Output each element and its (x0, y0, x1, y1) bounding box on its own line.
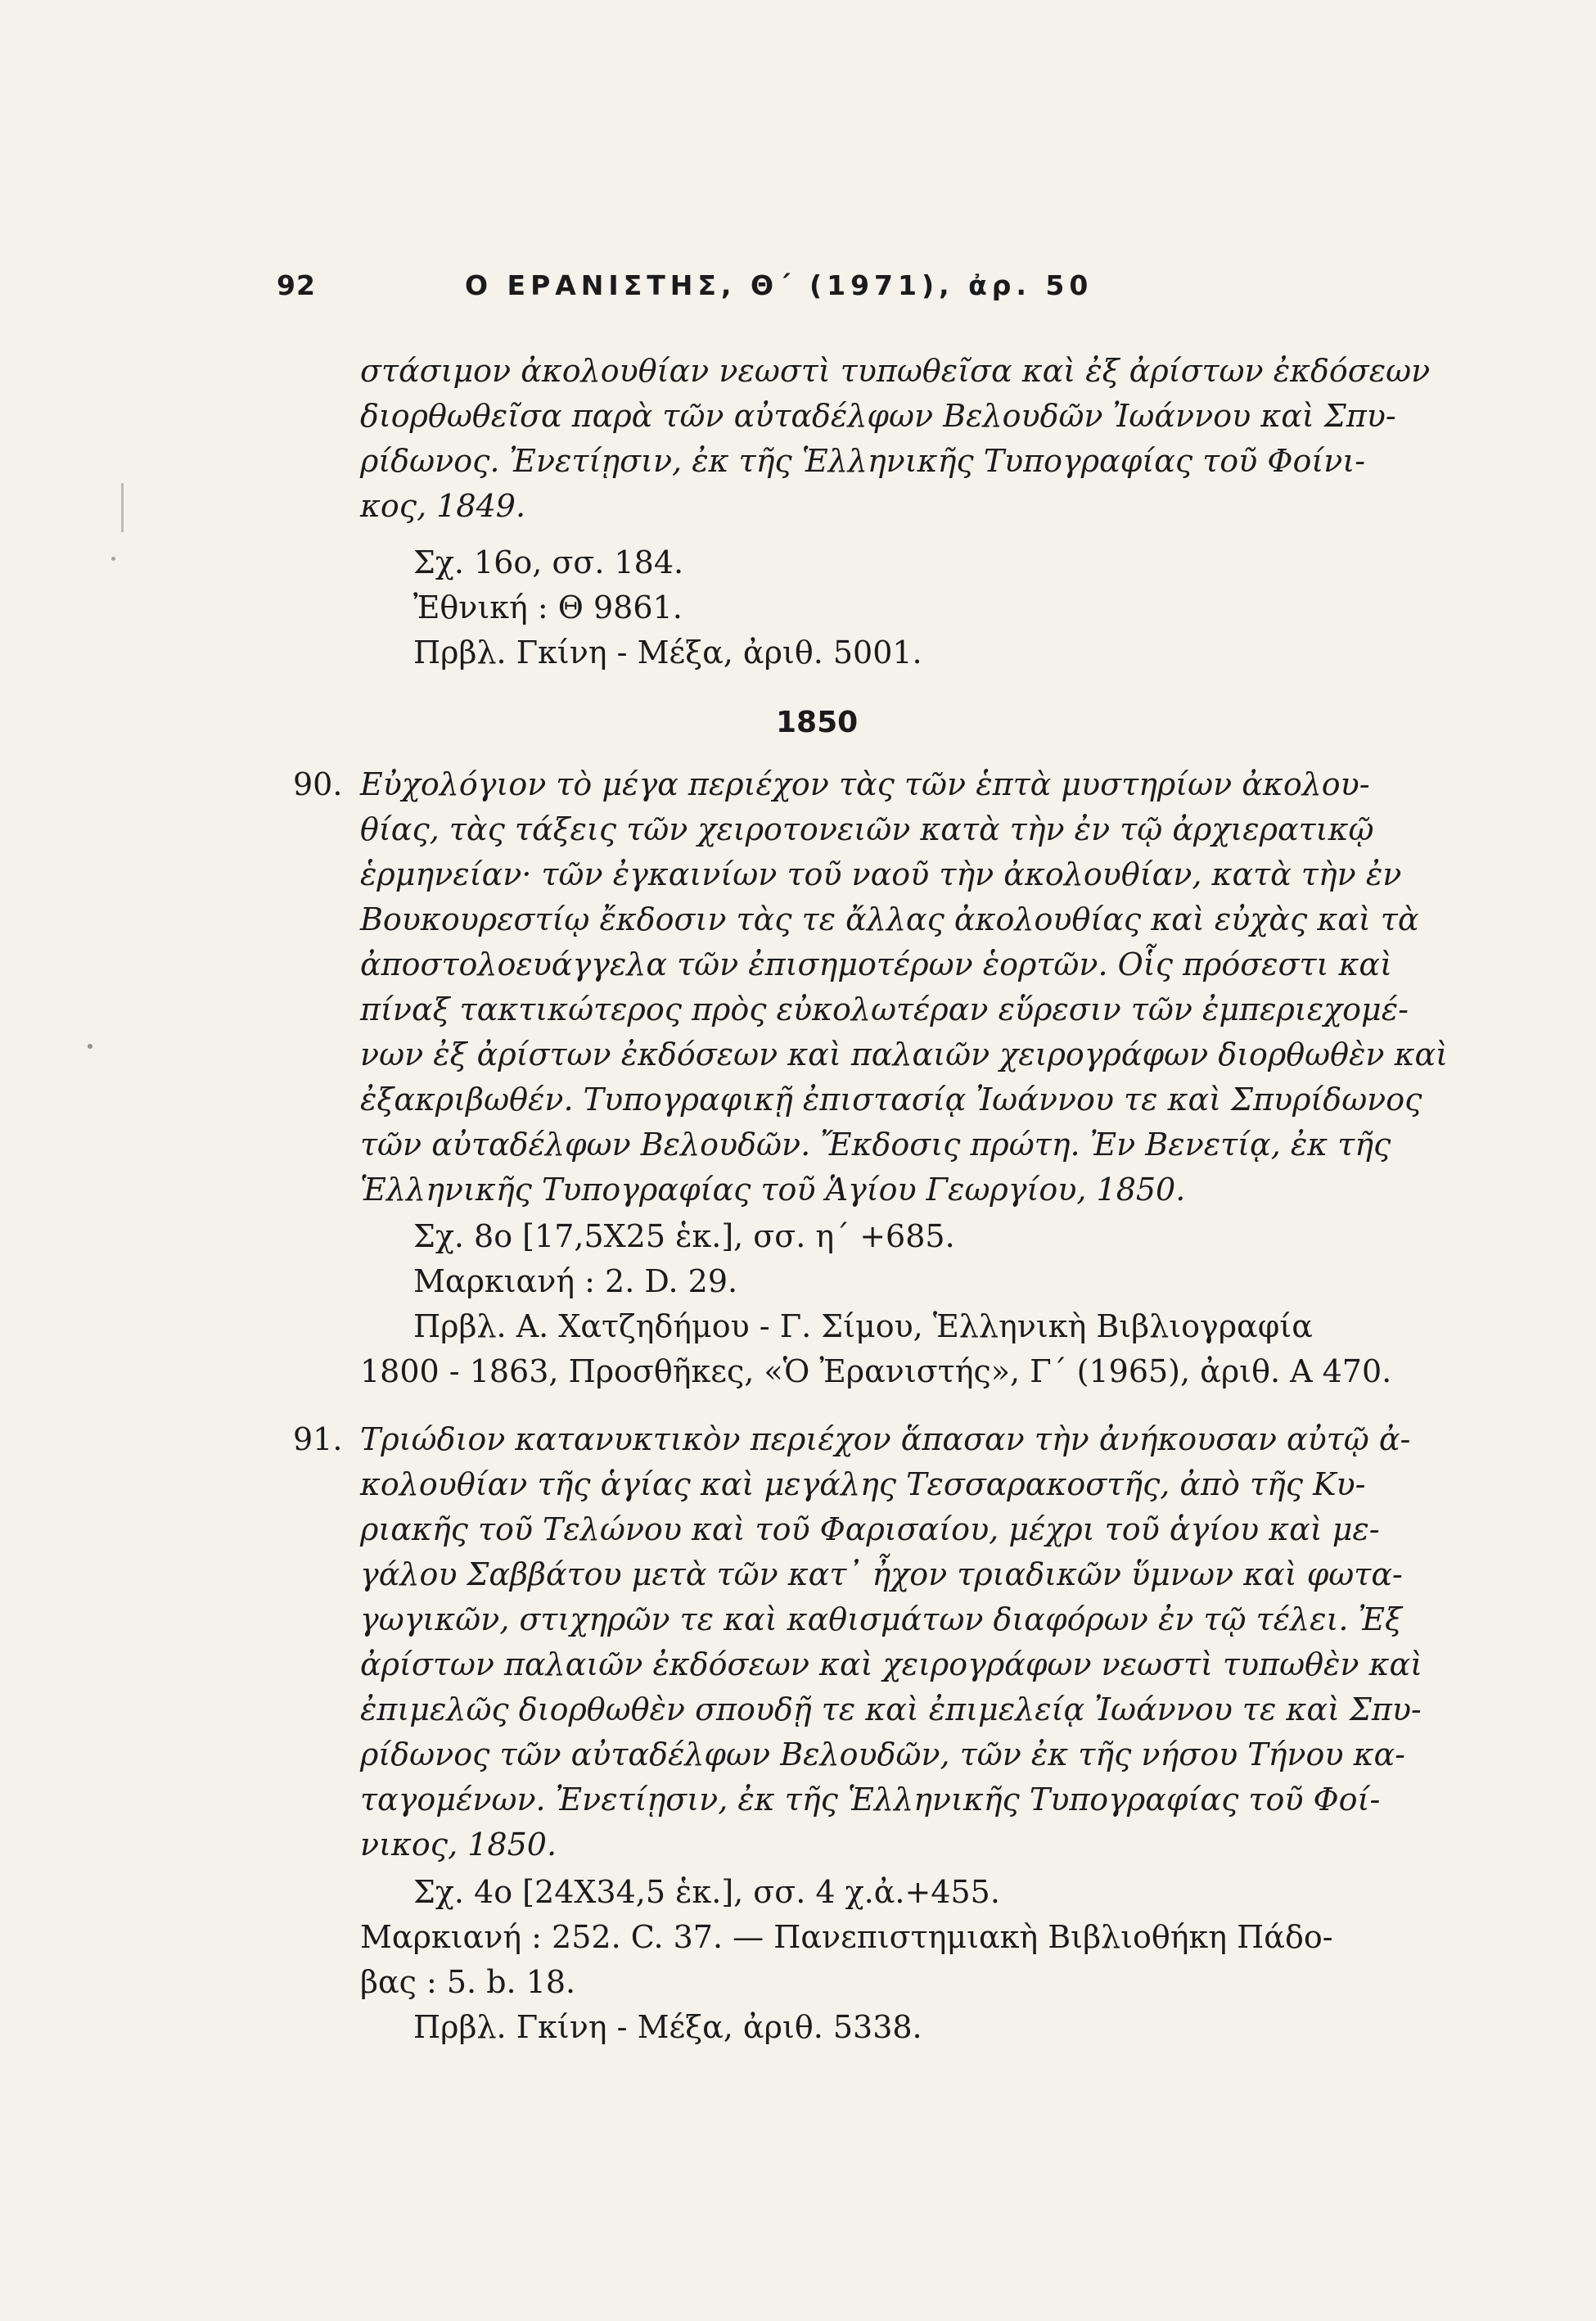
entry-90-note: Μαρκιανή : 2. D. 29. (413, 1263, 738, 1299)
entry-90-line: Βουκουρεστίῳ ἔκδοσιν τὰς τε ἄλλας ἀκολουθίας καὶ εὐχὰς καὶ τὰ (360, 901, 1419, 937)
entry-91-line: ἐπιμελῶς διορθωθὲν σπουδῇ τε καὶ ἐπιμελείᾳ Ἰωάννου τε καὶ Σπυ- (360, 1691, 1422, 1727)
entry-91-note: Μαρκιανή : 252. C. 37. — Πανεπιστημιακὴ Βιβλιοθήκη Πάδο- (360, 1919, 1333, 1955)
entry-89-line: στάσιμον ἀκολουθίαν νεωστὶ τυπωθεῖσα καὶ ἐξ ἀρίστων ἐκδόσεων (360, 353, 1431, 389)
entry-90-line: ἑρμηνείαν· τῶν ἐγκαινίων τοῦ ναοῦ τὴν ἀκολουθίαν, κατὰ τὴν ἐν (360, 856, 1402, 892)
entry-91-line: ριακῆς τοῦ Τελώνου καὶ τοῦ Φαρισαίου, μέχρι τοῦ ἁγίου καὶ με- (360, 1511, 1380, 1547)
entry-number: 91. (293, 1421, 343, 1457)
entry-91-note: Πρβλ. Γκίνη - Μέξα, ἀριθ. 5338. (413, 2009, 922, 2045)
entry-91-line: ἀρίστων παλαιῶν ἐκδόσεων καὶ χειρογράφων νεωστὶ τυπωθὲν καὶ (360, 1646, 1423, 1682)
entry-90-line: νων ἐξ ἀρίστων ἐκδόσεων καὶ παλαιῶν χειρογράφων διορθωθὲν καὶ (360, 1036, 1449, 1072)
entry-89-note: Ἐθνική : Θ 9861. (413, 589, 683, 625)
entry-90-line: ἀποστολοευάγγελα τῶν ἐπισημοτέρων ἑορτῶν. Οἷς πρόσεστι καὶ (360, 946, 1392, 982)
entry-number: 90. (293, 766, 343, 802)
entry-90-line: ἐξακριβωθέν. Τυπογραφικῇ ἐπιστασίᾳ Ἰωάννου τε καὶ Σπυρίδωνος (360, 1081, 1422, 1118)
entry-91-note: βας : 5. b. 18. (360, 1964, 576, 2000)
margin-mark (88, 1044, 92, 1049)
year-heading: 1850 (776, 706, 859, 739)
margin-mark (111, 557, 115, 561)
entry-90-note: Πρβλ. Α. Χατζηδήμου - Γ. Σίμου, Ἑλληνικὴ Βιβλιογραφία (413, 1308, 1313, 1344)
entry-91-line: ρίδωνος τῶν αὐταδέλφων Βελουδῶν, τῶν ἐκ τῆς νήσου Τήνου κα- (360, 1736, 1405, 1772)
entry-91-line: Τριώδιον κατανυκτικὸν περιέχον ἅπασαν τὴν ἀνήκουσαν αὐτῷ ἀ- (360, 1421, 1411, 1457)
running-header (277, 264, 1365, 314)
entry-89-note: Πρβλ. Γκίνη - Μέξα, ἀριθ. 5001. (413, 634, 922, 671)
running-title: Ο ΕΡΑΝΙΣΤΗΣ, Θ΄ (1971), ἀρ. 50 (465, 269, 1093, 301)
entry-90-line: Εὐχολόγιον τὸ μέγα περιέχον τὰς τῶν ἑπτὰ μυστηρίων ἀκολου- (360, 766, 1370, 802)
entry-90-line: θίας, τὰς τάξεις τῶν χειροτονειῶν κατὰ τὴν ἐν τῷ ἀρχιερατικῷ (360, 811, 1374, 847)
margin-mark (121, 483, 124, 532)
entry-91-line: κολουθίαν τῆς ἁγίας καὶ μεγάλης Τεσσαρακοστῆς, ἀπὸ τῆς Κυ- (360, 1466, 1366, 1502)
entry-89-line: ρίδωνος. Ἐνετίῃσιν, ἐκ τῆς Ἑλληνικῆς Τυπογραφίας τοῦ Φοίνι- (360, 443, 1366, 479)
entry-90-line: τῶν αὐταδέλφων Βελουδῶν. Ἔκδοσις πρώτη. Ἐν Βενετίᾳ, ἐκ τῆς (360, 1127, 1391, 1163)
entry-89-line: διορθωθεῖσα παρὰ τῶν αὐταδέλφων Βελουδῶν Ἰωάννου καὶ Σπυ- (360, 398, 1396, 434)
entry-91-line: νικος, 1850. (360, 1827, 557, 1863)
entry-90-note: 1800 - 1863, Προσθῆκες, «Ὁ Ἐρανιστής», Γ΄ (1965), ἀριθ. Α 470. (360, 1353, 1392, 1389)
entry-91-line: ταγομένων. Ἐνετίῃσιν, ἐκ τῆς Ἑλληνικῆς Τυπογραφίας τοῦ Φοί- (360, 1781, 1381, 1818)
entry-91-line: γωγικῶν, στιχηρῶν τε καὶ καθισμάτων διαφόρων ἐν τῷ τέλει. Ἐξ (360, 1601, 1402, 1637)
entry-90-line: Ἑλληνικῆς Τυπογραφίας τοῦ Ἁγίου Γεωργίου, 1850. (360, 1172, 1186, 1208)
entry-89-note: Σχ. 16ο, σσ. 184. (413, 544, 684, 580)
entry-91-note: Σχ. 4ο [24Χ34,5 ἑκ.], σσ. 4 χ.ἀ.+455. (413, 1874, 1000, 1910)
page-number: 92 (277, 269, 316, 301)
entry-89-line: κος, 1849. (360, 488, 526, 524)
entry-90-note: Σχ. 8ο [17,5Χ25 ἑκ.], σσ. η΄ +685. (413, 1218, 955, 1254)
entry-90-line: πίναξ τακτικώτερος πρὸς εὐκολωτέραν εὕρεσιν τῶν ἐμπεριεχομέ- (360, 991, 1409, 1027)
entry-91-line: γάλου Σαββάτου μετὰ τῶν κατ᾽ ἦχον τριαδικῶν ὕμνων καὶ φωτα- (360, 1556, 1403, 1592)
